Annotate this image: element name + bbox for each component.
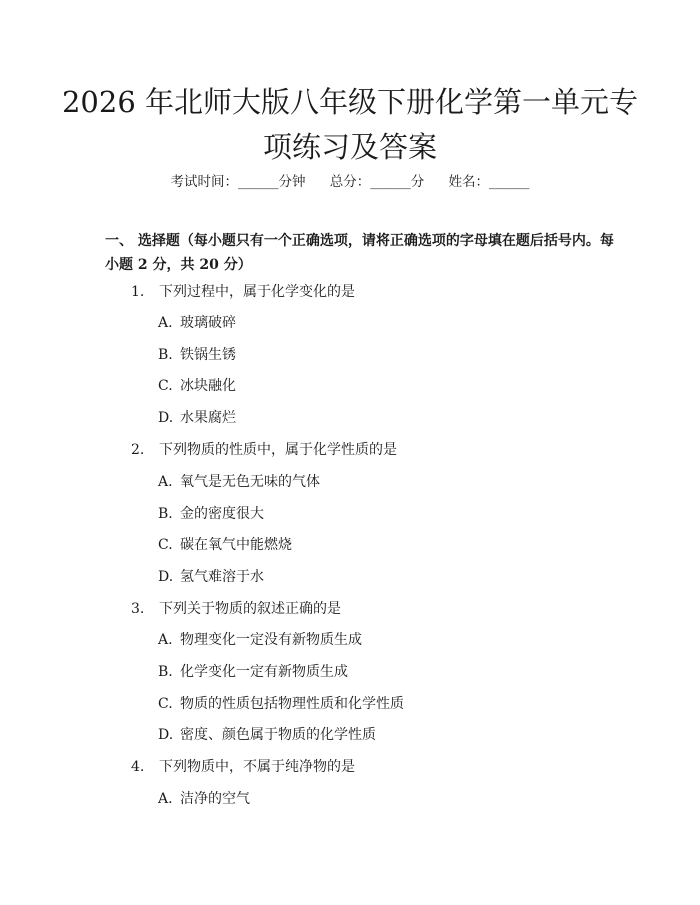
option-letter: B.	[158, 664, 173, 680]
option-text: 物质的性质包括物理性质和化学性质	[180, 696, 404, 712]
option-letter: D.	[158, 727, 174, 743]
option-text: 密度、颜色属于物质的化学性质	[180, 727, 376, 743]
option-text: 玻璃破碎	[180, 315, 236, 331]
option-letter: A.	[158, 791, 173, 807]
option-text: 碳在氧气中能燃烧	[180, 537, 292, 553]
option-2a	[158, 472, 320, 492]
option-text: 冰块融化	[180, 378, 236, 394]
question-2	[131, 440, 397, 460]
question-text: 下列过程中，属于化学变化的是	[159, 284, 355, 300]
total-score-field: 总分：______分	[329, 174, 425, 190]
option-letter: A.	[158, 474, 173, 490]
option-4a	[158, 789, 250, 809]
option-text: 铁锅生锈	[180, 347, 236, 363]
option-3c	[158, 694, 404, 714]
option-text: 水果腐烂	[180, 410, 236, 426]
option-letter: C.	[158, 537, 173, 553]
option-text: 氧气是无色无味的气体	[180, 474, 320, 490]
exam-time-field: 考试时间：______分钟	[170, 174, 306, 190]
exam-info	[0, 170, 700, 190]
question-number: 3.	[131, 601, 145, 617]
option-2c	[158, 535, 292, 555]
option-letter: B.	[158, 347, 173, 363]
option-3d	[158, 725, 376, 745]
option-letter: D.	[158, 410, 174, 426]
option-letter: A.	[158, 315, 173, 331]
question-4	[131, 757, 355, 777]
question-number: 1.	[131, 284, 145, 300]
option-letter: C.	[158, 378, 173, 394]
question-1	[131, 282, 355, 302]
option-text: 洁净的空气	[180, 791, 250, 807]
option-letter: C.	[158, 696, 173, 712]
option-text: 化学变化一定有新物质生成	[180, 664, 348, 680]
question-text: 下列关于物质的叙述正确的是	[159, 601, 341, 617]
question-3	[131, 599, 341, 619]
section-heading: 一、 选择题（每小题只有一个正确选项，请将正确选项的字母填在题后括号内。每小题 2 分，共 20 分）	[105, 233, 614, 273]
option-text: 物理变化一定没有新物质生成	[180, 632, 362, 648]
option-2b	[158, 504, 264, 524]
option-1c	[158, 376, 236, 396]
option-2d	[158, 567, 264, 587]
option-3b	[158, 662, 348, 682]
option-text: 金的密度很大	[180, 506, 264, 522]
option-1b	[158, 345, 236, 365]
student-name-field: 姓名：______	[448, 174, 530, 190]
option-text: 氢气难溶于水	[180, 569, 264, 585]
option-letter: D.	[158, 569, 174, 585]
option-letter: B.	[158, 506, 173, 522]
option-1a	[158, 313, 236, 333]
question-text: 下列物质的性质中，属于化学性质的是	[159, 442, 397, 458]
question-number: 4.	[131, 759, 145, 775]
question-text: 下列物质中，不属于纯净物的是	[159, 759, 355, 775]
page-title: 2026 年北师大版八年级下册化学第一单元专项练习及答案	[61, 85, 639, 164]
option-1d	[158, 408, 236, 428]
option-letter: A.	[158, 632, 173, 648]
question-number: 2.	[131, 442, 145, 458]
option-3a	[158, 630, 362, 650]
